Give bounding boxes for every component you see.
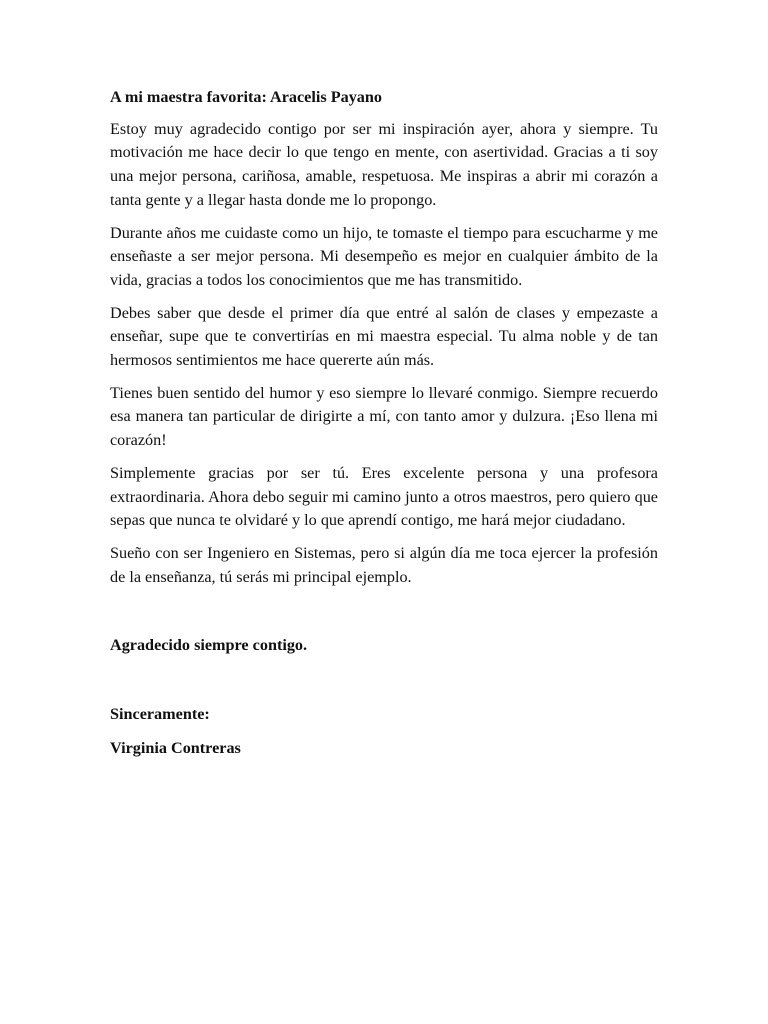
closing-line: Agradecido siempre contigo. xyxy=(110,636,308,655)
signature-name: Virginia Contreras xyxy=(110,738,241,757)
letter-body xyxy=(110,86,658,760)
paragraph-dream: Sueño con ser Ingeniero en Sistemas, pero si algún día me toca ejercer la profesión de la enseñanza, tú serás mi principal ejemplo. xyxy=(110,543,658,586)
letter-heading: A mi maestra favorita: Aracelis Payano xyxy=(110,88,382,106)
signoff-label: Sinceramente: xyxy=(110,705,210,724)
paragraph-inspiration: Estoy muy agradecido contigo por ser mi inspiración ayer, ahora y siempre. Tu motivación me hace decir lo que tengo en mente, con asertividad. Gracias a ti soy una mejor persona, cariñosa, amable, respetuosa. Me inspiras a abrir mi corazón a tanta gente y a llegar hasta donde me lo propongo. xyxy=(110,119,658,209)
paragraph-humor: Tienes buen sentido del humor y eso siempre lo llevaré conmigo. Siempre recuerdo esa manera tan particular de dirigirte a mí, con tanto amor y dulzura. ¡Eso llena mi corazón! xyxy=(110,383,658,450)
paragraph-care: Durante años me cuidaste como un hijo, te tomaste el tiempo para escucharme y me enseñaste a ser mejor persona. Mi desempeño es mejor en cualquier ámbito de la vida, gracias a todos los conocimientos que me has transmitido. xyxy=(110,223,658,289)
paragraph-first-day: Debes saber que desde el primer día que entré al salón de clases y empezaste a enseñar, supe que te convertirías en mi maestra especial. Tu alma noble y de tan hermosos sentimientos me hace quererte aún más. xyxy=(110,303,658,370)
paragraph-thanks: Simplemente gracias por ser tú. Eres excelente persona y una profesora extraordinaria. Ahora debo seguir mi camino junto a otros maestros, pero quiero que sepas que nunca te olvidaré y lo que aprendí contigo, me hará mejor ciudadano. xyxy=(110,463,658,530)
